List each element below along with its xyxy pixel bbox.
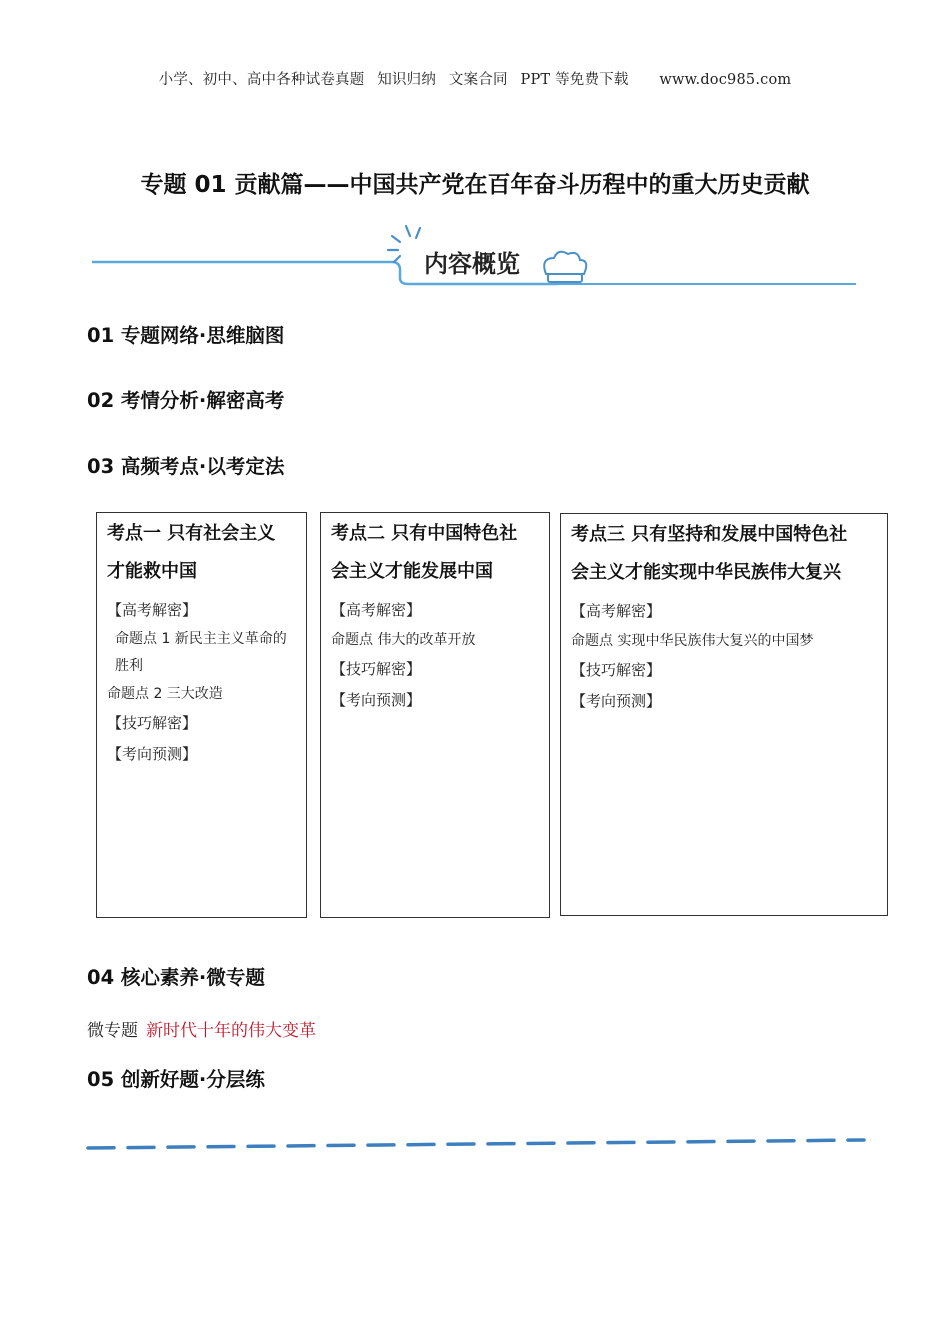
forecast-label: 【考向预测】 — [571, 692, 662, 710]
forecast-label: 【考向预测】 — [107, 745, 198, 763]
header-part: 小学、初中、高中各种试卷真题 — [158, 72, 365, 88]
box-title: 考点一 只有社会主义 才能救中国 — [107, 523, 276, 582]
gaokao-label: 【高考解密】 — [107, 601, 198, 619]
gaokao-label: 【高考解密】 — [331, 601, 422, 619]
gaokao-label: 【高考解密】 — [571, 602, 662, 620]
dashed-divider — [86, 1132, 868, 1156]
section-heading: 01 专题网络·思维脑图 — [87, 324, 285, 347]
header-part: 文案合同 — [448, 72, 508, 88]
point-item: 命题点 实现中华民族伟大复兴的中国梦 — [571, 633, 814, 649]
topic-box-3 — [560, 513, 888, 916]
skills-label: 【技巧解密】 — [331, 660, 422, 678]
forecast-label: 【考向预测】 — [331, 691, 422, 709]
skills-label: 【技巧解密】 — [107, 714, 198, 732]
sparkle-icon — [388, 226, 420, 262]
topic-box-1 — [96, 512, 307, 918]
page-header — [0, 68, 950, 89]
point-item: 命题点 2 三大改造 — [107, 686, 223, 702]
micro-topic-label: 微专题 — [87, 1021, 138, 1041]
header-part: 知识归纳 — [377, 72, 437, 88]
content-overview-banner — [88, 222, 860, 292]
micro-topic — [87, 1016, 316, 1041]
section-heading: 04 核心素养·微专题 — [87, 966, 265, 989]
section-heading: 05 创新好题·分层练 — [87, 1068, 265, 1091]
section-heading: 02 考情分析·解密高考 — [87, 389, 285, 412]
box-title: 考点三 只有坚持和发展中国特色社 会主义才能实现中华民族伟大复兴 — [571, 524, 848, 583]
page-title: 专题 01 贡献篇——中国共产党在百年奋斗历程中的重大历史贡献 — [140, 172, 810, 198]
micro-topic-title[interactable]: 新时代十年的伟大变革 — [146, 1021, 316, 1041]
point-item: 命题点 伟大的改革开放 — [331, 632, 476, 648]
point-item: 命题点 1 新民主主义革命的胜利 — [115, 631, 287, 674]
skills-label: 【技巧解密】 — [571, 661, 662, 679]
chef-hat-icon — [544, 252, 586, 282]
banner-label: 内容概览 — [424, 250, 520, 278]
section-heading: 03 高频考点·以考定法 — [87, 455, 285, 478]
header-site[interactable]: www.doc985.com — [659, 72, 792, 88]
topic-box-2 — [320, 512, 550, 918]
header-part: PPT 等免费下载 — [520, 72, 629, 88]
box-title: 考点二 只有中国特色社 会主义才能发展中国 — [331, 523, 518, 582]
